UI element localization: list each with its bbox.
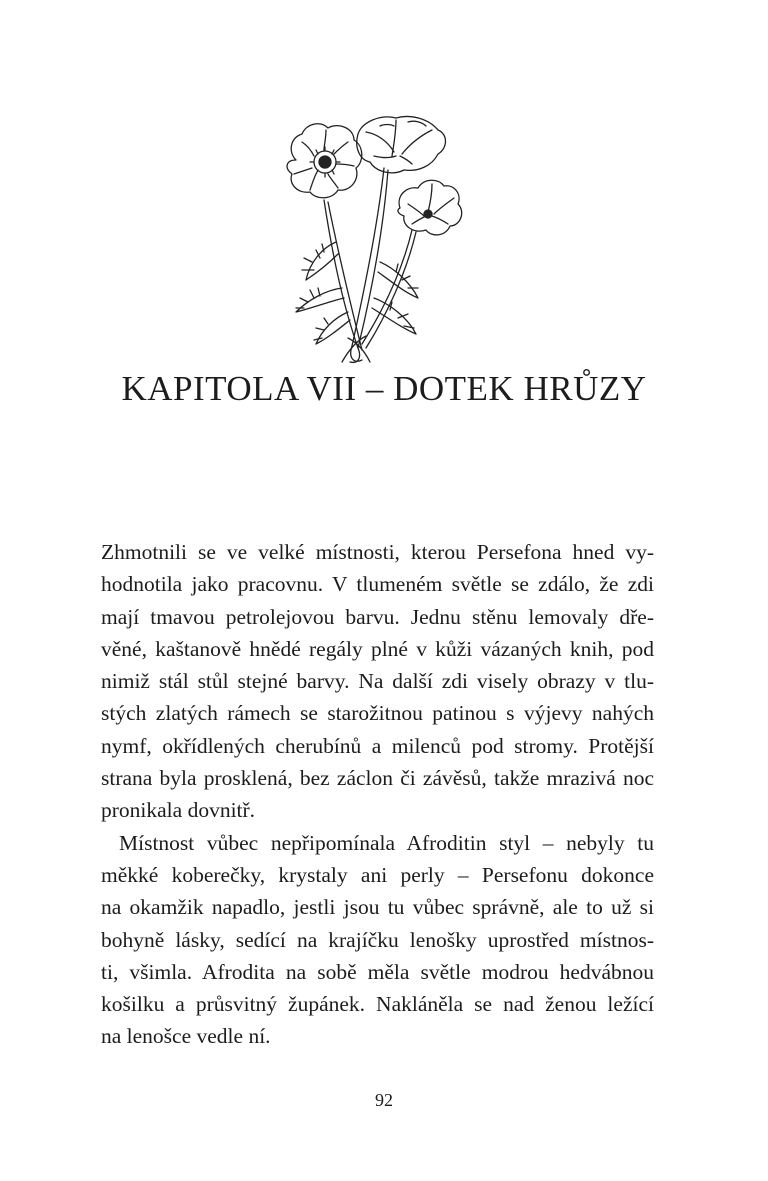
text-line: na okamžik napadlo, jestli jsou tu vůbec správně, ale to už si bbox=[101, 895, 654, 920]
text-line: bohyně lásky, sedící na krajíčku lenošky uprostřed místnos- bbox=[101, 927, 654, 952]
text-line: pronikala dovnitř. bbox=[101, 798, 256, 823]
text-line: ti, všimla. Afrodita na sobě měla světle modrou hedvábnou bbox=[101, 959, 654, 984]
text-line: na lenošce vedle ní. bbox=[101, 1024, 271, 1049]
text-line: měkké koberečky, krystaly ani perly – Persefonu dokonce bbox=[101, 862, 654, 887]
text-line: Zhmotnili se ve velké místnosti, kterou Persefona hned vy- bbox=[101, 540, 654, 564]
page-number: 92 bbox=[375, 1090, 393, 1110]
text-line: košilku a průsvitný župánek. Nakláněla se nad ženou ležící bbox=[101, 992, 654, 1017]
text-line: stých zlatých rámech se starožitnou patinou s výjevy nahých bbox=[101, 701, 654, 726]
chapter-body-text bbox=[101, 536, 654, 1053]
paragraph bbox=[101, 827, 654, 1053]
text-line: věné, kaštanově hnědé regály plné v kůži vázaných knih, pod bbox=[101, 636, 654, 661]
text-line: hodnotila jako pracovnu. V tlumeném světle se zdálo, že zdi bbox=[101, 572, 654, 597]
text-line: Místnost vůbec nepřipomínala Afroditin styl – nebyly tu bbox=[119, 830, 654, 855]
text-line: nimiž stál stůl stejné barvy. Na další zdi visely obrazy v tlu- bbox=[101, 669, 654, 694]
text-line: mají tmavou petrolejovou barvu. Jednu stěnu lemovaly dře- bbox=[101, 604, 654, 629]
text-line: nymf, okřídlených cherubínů a milenců pod stromy. Protější bbox=[101, 733, 654, 758]
text-line: strana byla prosklená, bez záclon či závěsů, takže mrazivá noc bbox=[101, 766, 654, 791]
paragraph bbox=[101, 536, 654, 827]
chapter-title: KAPITOLA VII – DOTEK HRŮZY bbox=[121, 369, 647, 408]
poppy-flowers-illustration bbox=[262, 112, 488, 370]
